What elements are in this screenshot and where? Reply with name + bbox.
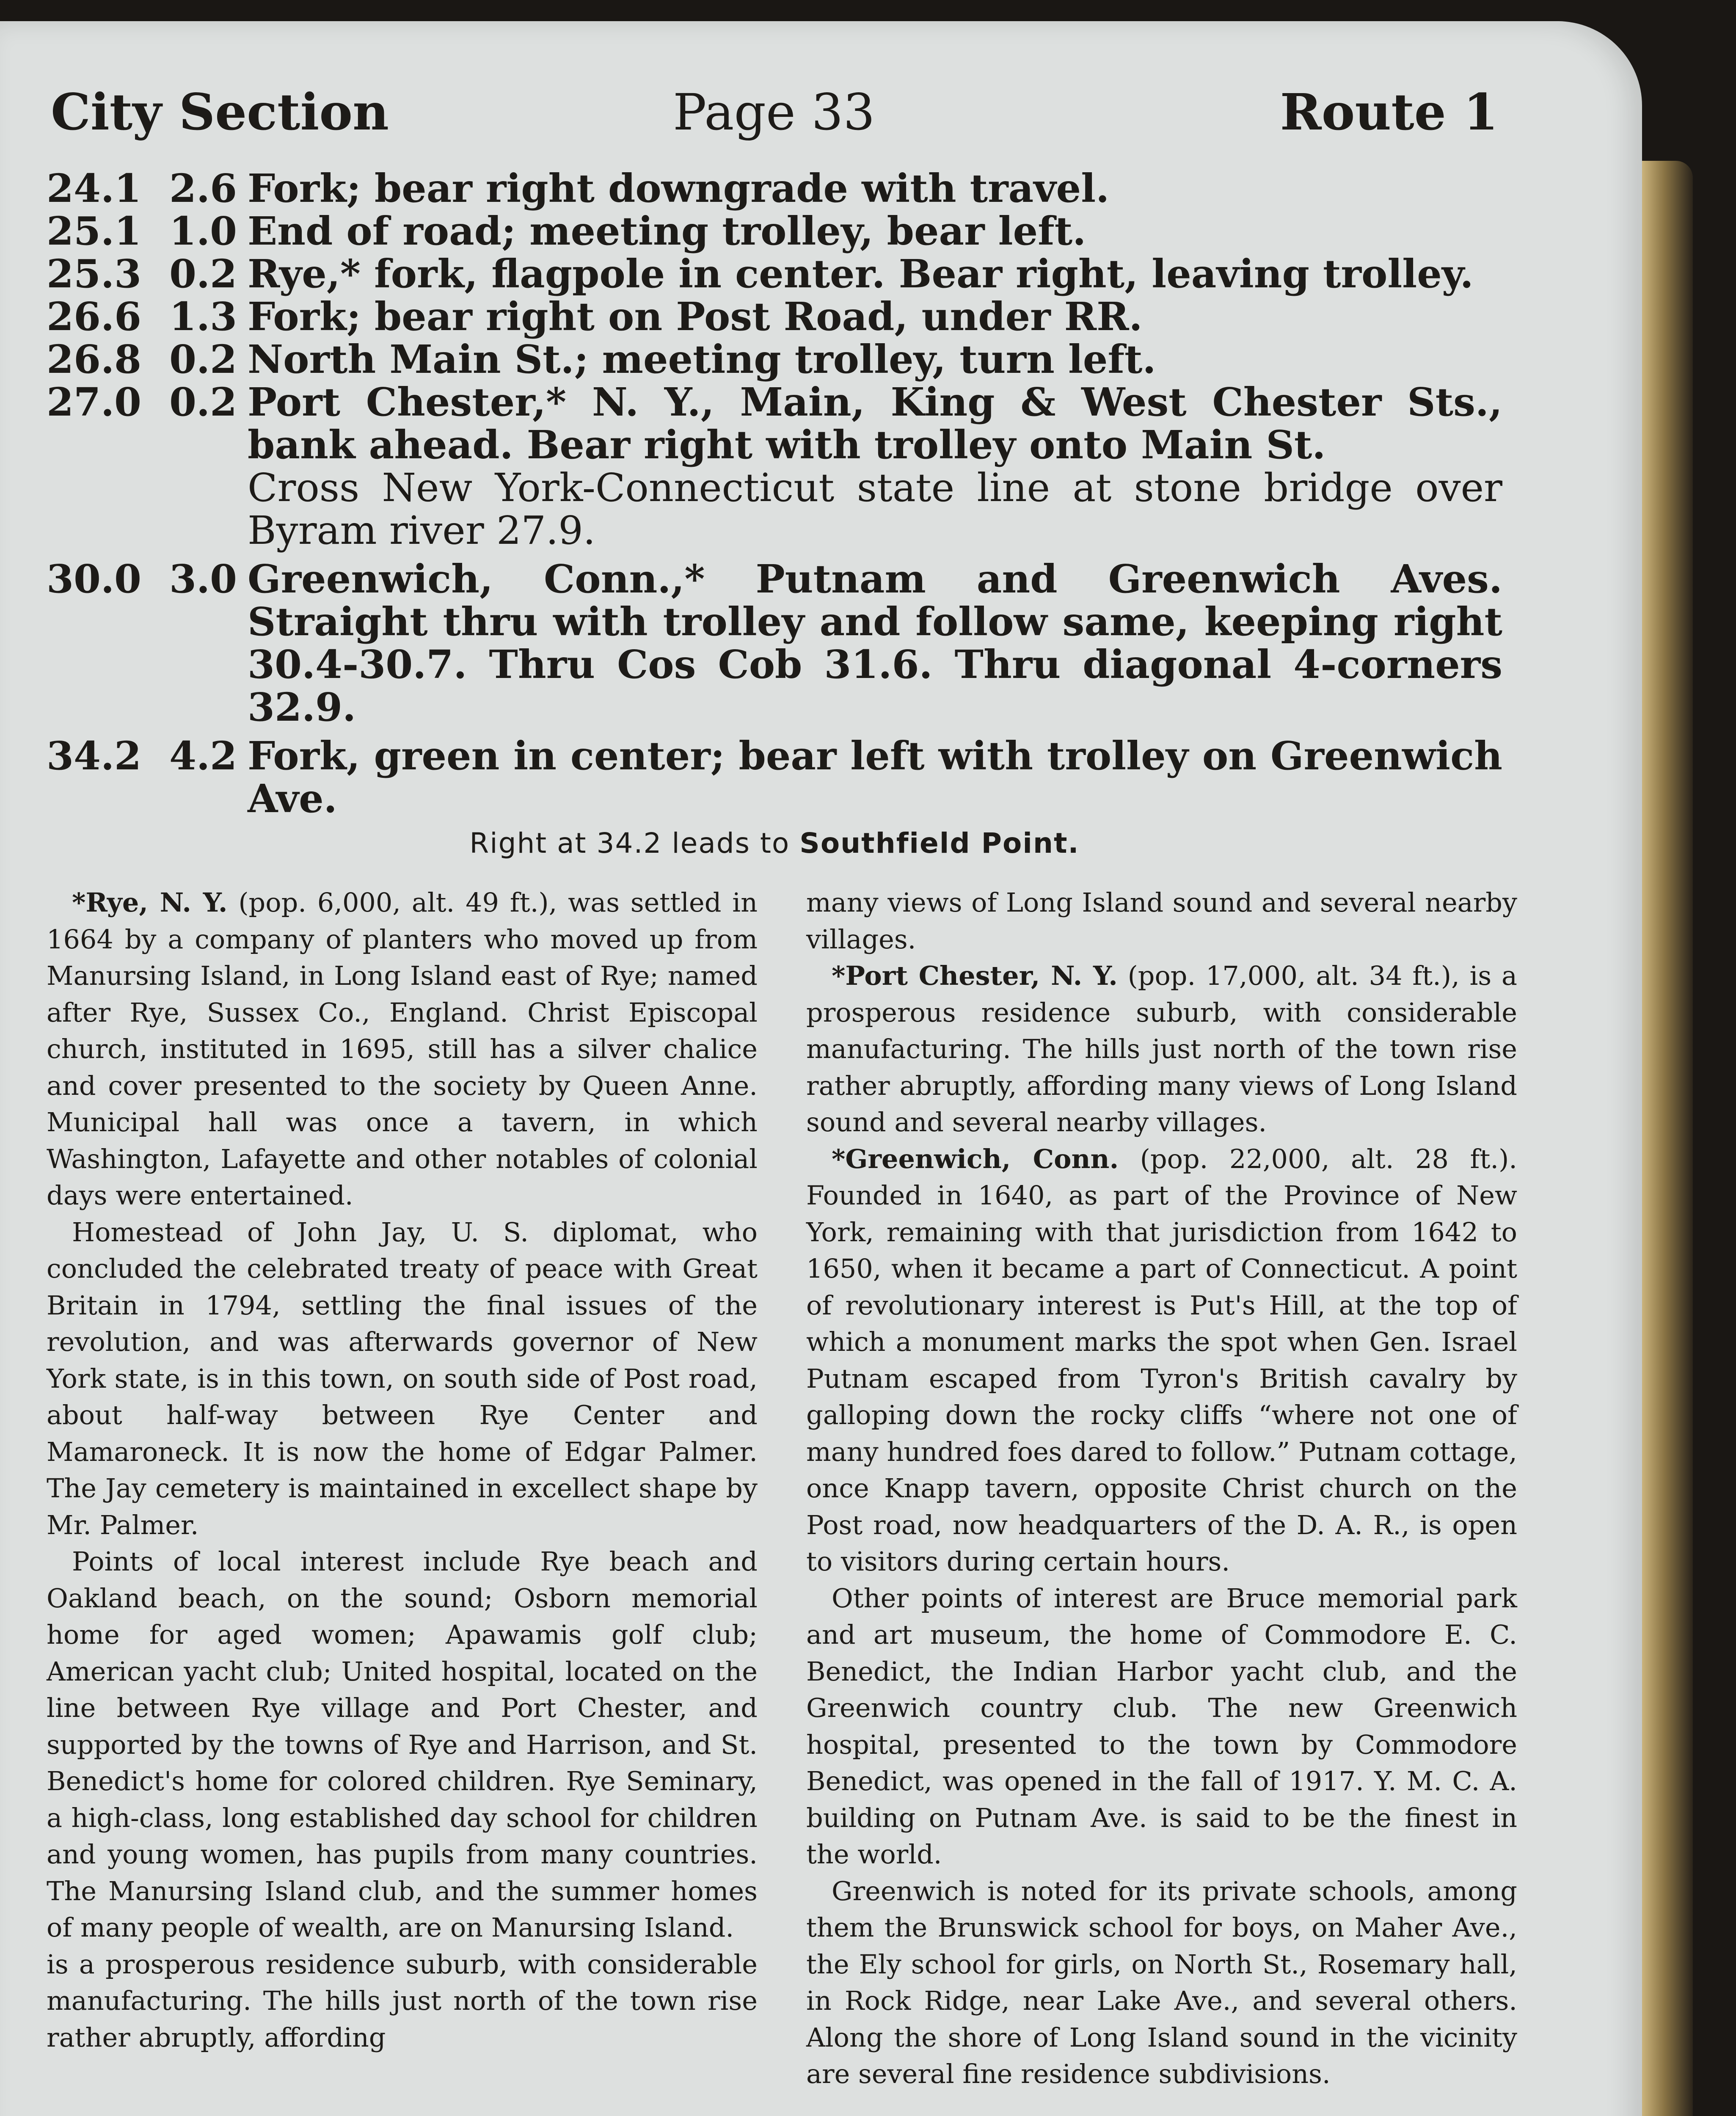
left-column <box>47 884 758 2056</box>
route-note: Right at 34.2 leads to Southfield Point. <box>469 827 1080 860</box>
paragraph: *Greenwich, Conn. (pop. 22,000, alt. 28 ft.). Founded in 1640, as part of the Province of New York, remaining with that jurisdiction from 1642 to 1650, when it became a part of Connecticut. A point of revolutionary interest is Put's Hill, at the top of which a monument marks the spot when Gen. Israel Putnam escaped from Tyron's British cavalry by galloping down the rocky cliffs “where not one of many hundred foes dared to follow.” Putnam cottage, once Knapp tavern, opposite Christ church on the Post road, now headquarters of the D. A. R., is open to visitors during certain hours. <box>806 1143 1517 1577</box>
interval-mileage: 4.2 <box>169 733 237 779</box>
direction-text: Fork; bear right downgrade with travel. <box>248 165 1110 211</box>
route-row <box>47 338 1502 381</box>
route-row <box>47 167 1502 210</box>
guidebook-page <box>0 21 1642 2116</box>
route-row <box>47 210 1502 253</box>
route-directions <box>47 167 1502 862</box>
paragraph: Greenwich is noted for its private schools, among them the Brunswick school for boys, on Maher Ave., the Ely school for girls, on North St., Rosemary hall, in Rock Ridge, near Lake Ave., and several others. Along the shore of Long Island sound in the vicinity are several fine residence subdivisions. <box>806 1875 1517 2089</box>
section-title: City Section <box>51 83 389 141</box>
route-row <box>47 295 1502 338</box>
cumulative-mileage: 26.8 <box>47 336 142 382</box>
direction-text: End of road; meeting trolley, bear left. <box>248 208 1086 254</box>
cumulative-mileage: 27.0 <box>47 379 142 425</box>
route-number: Route 1 <box>1280 83 1498 141</box>
direction-text: North Main St.; meeting trolley, turn left. <box>248 336 1156 382</box>
page-header <box>51 80 1498 148</box>
direction-text: Rye,* fork, flagpole in center. Bear right, leaving trolley. <box>248 251 1474 297</box>
interval-mileage: 2.6 <box>169 165 237 211</box>
cumulative-mileage: 24.1 <box>47 165 142 211</box>
paragraph: *Rye, N. Y. (pop. 6,000, alt. 49 ft.), was settled in 1664 by a company of planters who moved up from Manursing Island, in Long Island east of Rye; named after Rye, Sussex Co., England. Christ Episcopal church, instituted in 1695, still has a silver chalice and cover presented to the society by Queen Anne. Municipal hall was once a tavern, in which Washington, Lafayette and other notables of colonial days were entertained. <box>47 887 758 1211</box>
interval-mileage: 0.2 <box>169 251 237 297</box>
route-row <box>47 558 1502 729</box>
direction-text: Fork, green in center; bear left with trolley on Greenwich Ave. <box>248 733 1502 821</box>
direction-text: Greenwich, Conn.,* Putnam and Greenwich Aves. Straight thru with trolley and follow same, keeping right 30.4-30.7. Thru Cos Cob 31.6. Thru diagonal 4-corners 32.9. <box>248 556 1503 730</box>
cumulative-mileage: 26.6 <box>47 294 142 339</box>
direction-text: Fork; bear right on Post Road, under RR. <box>248 294 1143 339</box>
route-row <box>47 735 1502 820</box>
direction-text: Port Chester,* N. Y., Main, King & West Chester Sts., bank ahead. Bear right with trolley onto Main St. <box>248 379 1502 468</box>
route-row <box>47 253 1502 295</box>
interval-mileage: 0.2 <box>169 379 237 425</box>
cumulative-mileage: 30.0 <box>47 556 142 602</box>
paragraph: Points of local interest include Rye beach and Oakland beach, on the sound; Osborn memorial home for aged women; Apawamis golf club; American yacht club; United hospital, located on the line between Rye village and Port Chester, and supported by the towns of Rye and Harrison, and St. Benedict's home for colored children. Rye Seminary, a high-class, long established day school for children and young women, has pupils from many countries. The Manursing Island club, and the summer homes of many people of wealth, are on Manursing Island. <box>47 1546 758 1943</box>
paragraph: *Port Chester, N. Y. (pop. 17,000, alt. 34 ft.), is a prosperous residence suburb, with considerable manufacturing. The hills just north of the town rise rather abruptly, affording many views of Long Island sound and several nearby villages. <box>806 960 1517 1138</box>
direction-text: Cross New York-Connecticut state line at stone bridge over Byram river 27.9. <box>248 465 1502 553</box>
cumulative-mileage: 34.2 <box>47 733 142 779</box>
route-row <box>47 381 1502 466</box>
page-number: Page 33 <box>673 83 875 141</box>
interval-mileage: 1.3 <box>169 294 237 339</box>
cumulative-mileage: 25.3 <box>47 251 142 297</box>
paragraph: Other points of interest are Bruce memorial park and art museum, the home of Commodore E. C. Benedict, the Indian Harbor yacht club, and the Greenwich country club. The new Greenwich hospital, presented to the town by Commodore Benedict, was opened in the fall of 1917. Y. M. C. A. building on Putnam Ave. is said to be the finest in the world. <box>806 1582 1517 1870</box>
paragraph: Homestead of John Jay, U. S. diplomat, who concluded the celebrated treaty of peace with Great Britain in 1794, settling the final issues of the revolution, and was afterwards governor of New York state, is in this town, on south side of Post road, about half-way between Rye Center and Mamaroneck. It is now the home of Edgar Palmer. The Jay cemetery is maintained in excellect shape by Mr. Palmer. <box>47 1216 758 1540</box>
description-columns <box>47 884 1517 2116</box>
interval-mileage: 3.0 <box>169 556 237 602</box>
route-row <box>47 466 1502 552</box>
paragraph: is a prosperous residence suburb, with considerable manufacturing. The hills just north of the town rise rather abruptly, affording <box>47 1948 758 2053</box>
interval-mileage: 1.0 <box>169 208 237 254</box>
interval-mileage: 0.2 <box>169 336 237 382</box>
paragraph: many views of Long Island sound and several nearby villages. <box>806 887 1517 955</box>
cumulative-mileage: 25.1 <box>47 208 142 254</box>
right-column <box>806 884 1517 2093</box>
